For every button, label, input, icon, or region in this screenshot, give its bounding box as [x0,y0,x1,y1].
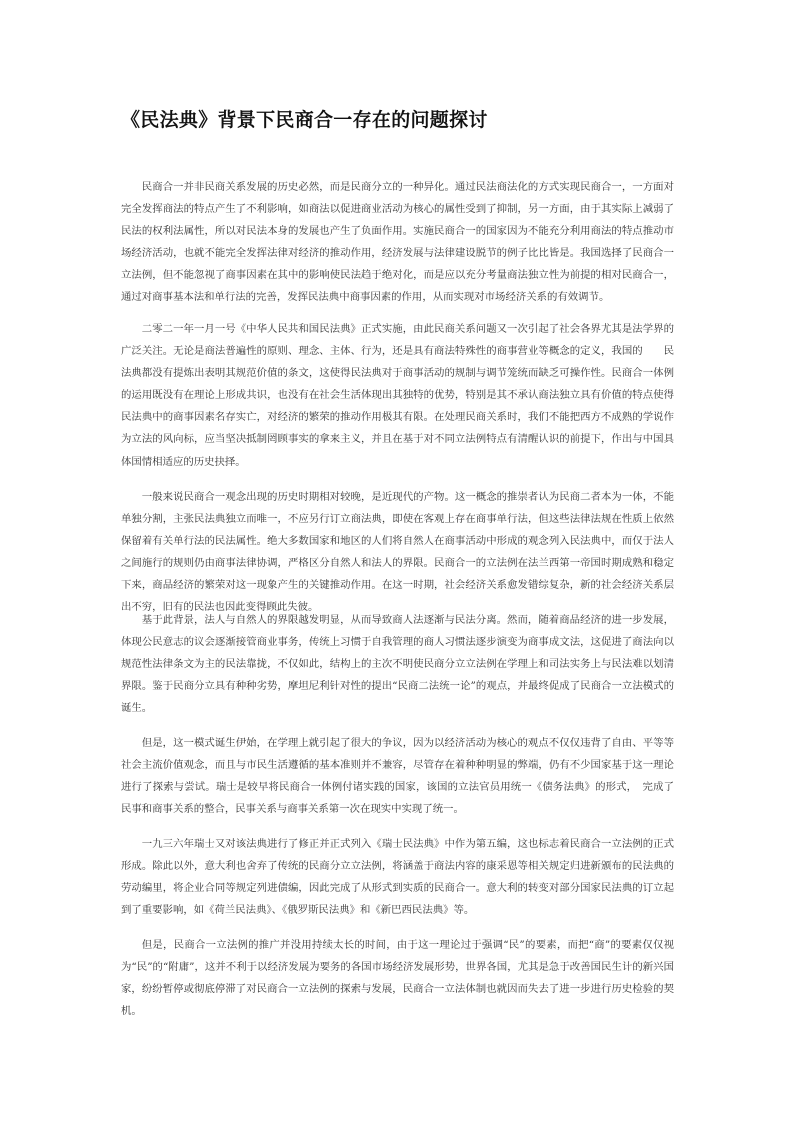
paragraph-5: 但是，这一模式诞生伊始，在学理上就引起了很大的争议，因为以经济活动为核心的观点不仅仅违背了自由、平等等社会主流价值观念，而且与市民生活遵循的基本准则并不兼容，尽管存在着种种明显的弊端，仍有不少国家基于这一理论进行了探索与尝试。瑞士是较早将民商合一体例付诸实践的国家，该国的立法官员用统一《债务法典》的形式， 完成了民事和商事关系的整合，民事关系与商事关系第一次在现实中实现了统一。 [121,737,674,816]
paragraph-4: 基于此背景，法人与自然人的界限越发明显，从而导致商人法逐渐与民法分离。然而，随着商品经济的进一步发展，体现公民意志的议会逐渐接管商业事务，传统上习惯于自我管理的商人习惯法逐步演变为商事成文法，这促进了商法向以规范性法律条文为主的民法靠拢，不仅如此，结构上的主次不明使民商分立立法例在学理上和司法实务上与民法难以划清界限。鉴于民商分立具有种种劣势，摩坦尼利针对性的提出“民商二法统一论”的观点，并最终促成了民商合一立法模式的诞生。 [121,614,674,715]
paragraph-1: 民商合一并非民商关系发展的历史必然，而是民商分立的一种异化。通过民法商法化的方式实现民商合一，一方面对完全发挥商法的特点产生了不利影响，如商法以促进商业活动为核心的属性受到了抑制，另一方面，由于其实际上减弱了民法的权利法属性，所以对民法本身的发展也产生了负面作用。实施民商合一的国家因为不能充分利用商法的特点推动市场经济活动，也就不能完全发挥法律对经济的推动作用，经济发展与法律建设脱节的例子比比皆是。我国选择了民商合一立法例，但不能忽视了商事因素在其中的影响使民法趋于绝对化，而是应以充分考量商法独立性为前提的相对民商合一，通过对商事基本法和单行法的完善，发挥民法典中商事因素的作用，从而实现对市场经济关系的有效调节。 [121,181,674,304]
document-title: 《民法典》背景下民商合一存在的问题探讨 [121,109,488,131]
paragraph-7: 但是，民商合一立法例的推广并没用持续太长的时间，由于这一理论过于强调“民”的要素，而把“商”的要素仅仅视 为“民”的“附庸”，这并不利于以经济发展为要务的各国市场经济发展形势，世界各国，尤其是急于改善国民生计的新兴国家，纷纷暂停或彻底停滞了对民商合一立法例的探索与发展，民商合一立法体制也就因而失去了进一步进行历史检验的契机。 [121,939,695,1018]
paragraph-3: 一般来说民商合一观念出现的历史时期相对较晚，是近现代的产物。这一概念的推崇者认为民商二者本为一体，不能单独分割，主张民法典独立而唯一，不应另行订立商法典，即使在客观上存在商事单行法，但这些法律法规在性质上依然保留着有关单行法的民法属性。绝大多数国家和地区的人们将自然人在商事活动中形成的观念列入民法典中，而仅于法人之间施行的规则仍由商事法律协调，严格区分自然人和法人的界限。民商合一的立法例在法兰西第一帝国时期成熟和稳定下来，商品经济的繁荣对这一现象产生的关键推动作用。在这一时期，社会经济关系愈发错综复杂，新的社会经济关系层出不穷，旧有的民法也因此变得顾此失彼。 [121,491,674,614]
paragraph-2: 二零二一年一月一号《中华人民共和国民法典》正式实施，由此民商关系问题又一次引起了社会各界尤其是法学界的广泛关注。无论是商法普遍性的原则、理念、主体、行为，还是具有商法特殊性的商事营业等概念的定义，我国的 民法典都没有提炼出表明其规范价值的条文，这使得民法典对于商事活动的规制与调节笼统而缺乏可操作性。民商合一体例的运用既没有在理论上形成共识，也没有在社会生活体现出其独特的优势，特别是其不承认商法独立具有价值的特点使得民法典中的商事因素名存实亡，对经济的繁荣的推动作用极其有限。在处理民商关系时，我们不能把西方不成熟的学说作为立法的风向标，应当坚决抵制罔顾事实的拿来主义，并且在基于对不同立法例特点有清醒认识的前提下，作出与中国具体国情相适应的历史抉择。 [121,323,674,468]
paragraph-6: 一九三六年瑞士又对该法典进行了修正并正式列入《瑞士民法典》中作为第五编，这也标志着民商合一立法例的正式形成。除此以外，意大利也舍弃了传统的民商分立立法例，将涵盖于商法内容的康采恩等相关规定归进新颁布的民法典的劳动编里，将企业合同等规定列进债编，因此完成了从形式到实质的民商合一。意大利的转变对部分国家民法典的订立起到了重要影响，如《荷兰民法典》、《俄罗斯民法典》和《新巴西民法典》等。 [121,838,674,917]
